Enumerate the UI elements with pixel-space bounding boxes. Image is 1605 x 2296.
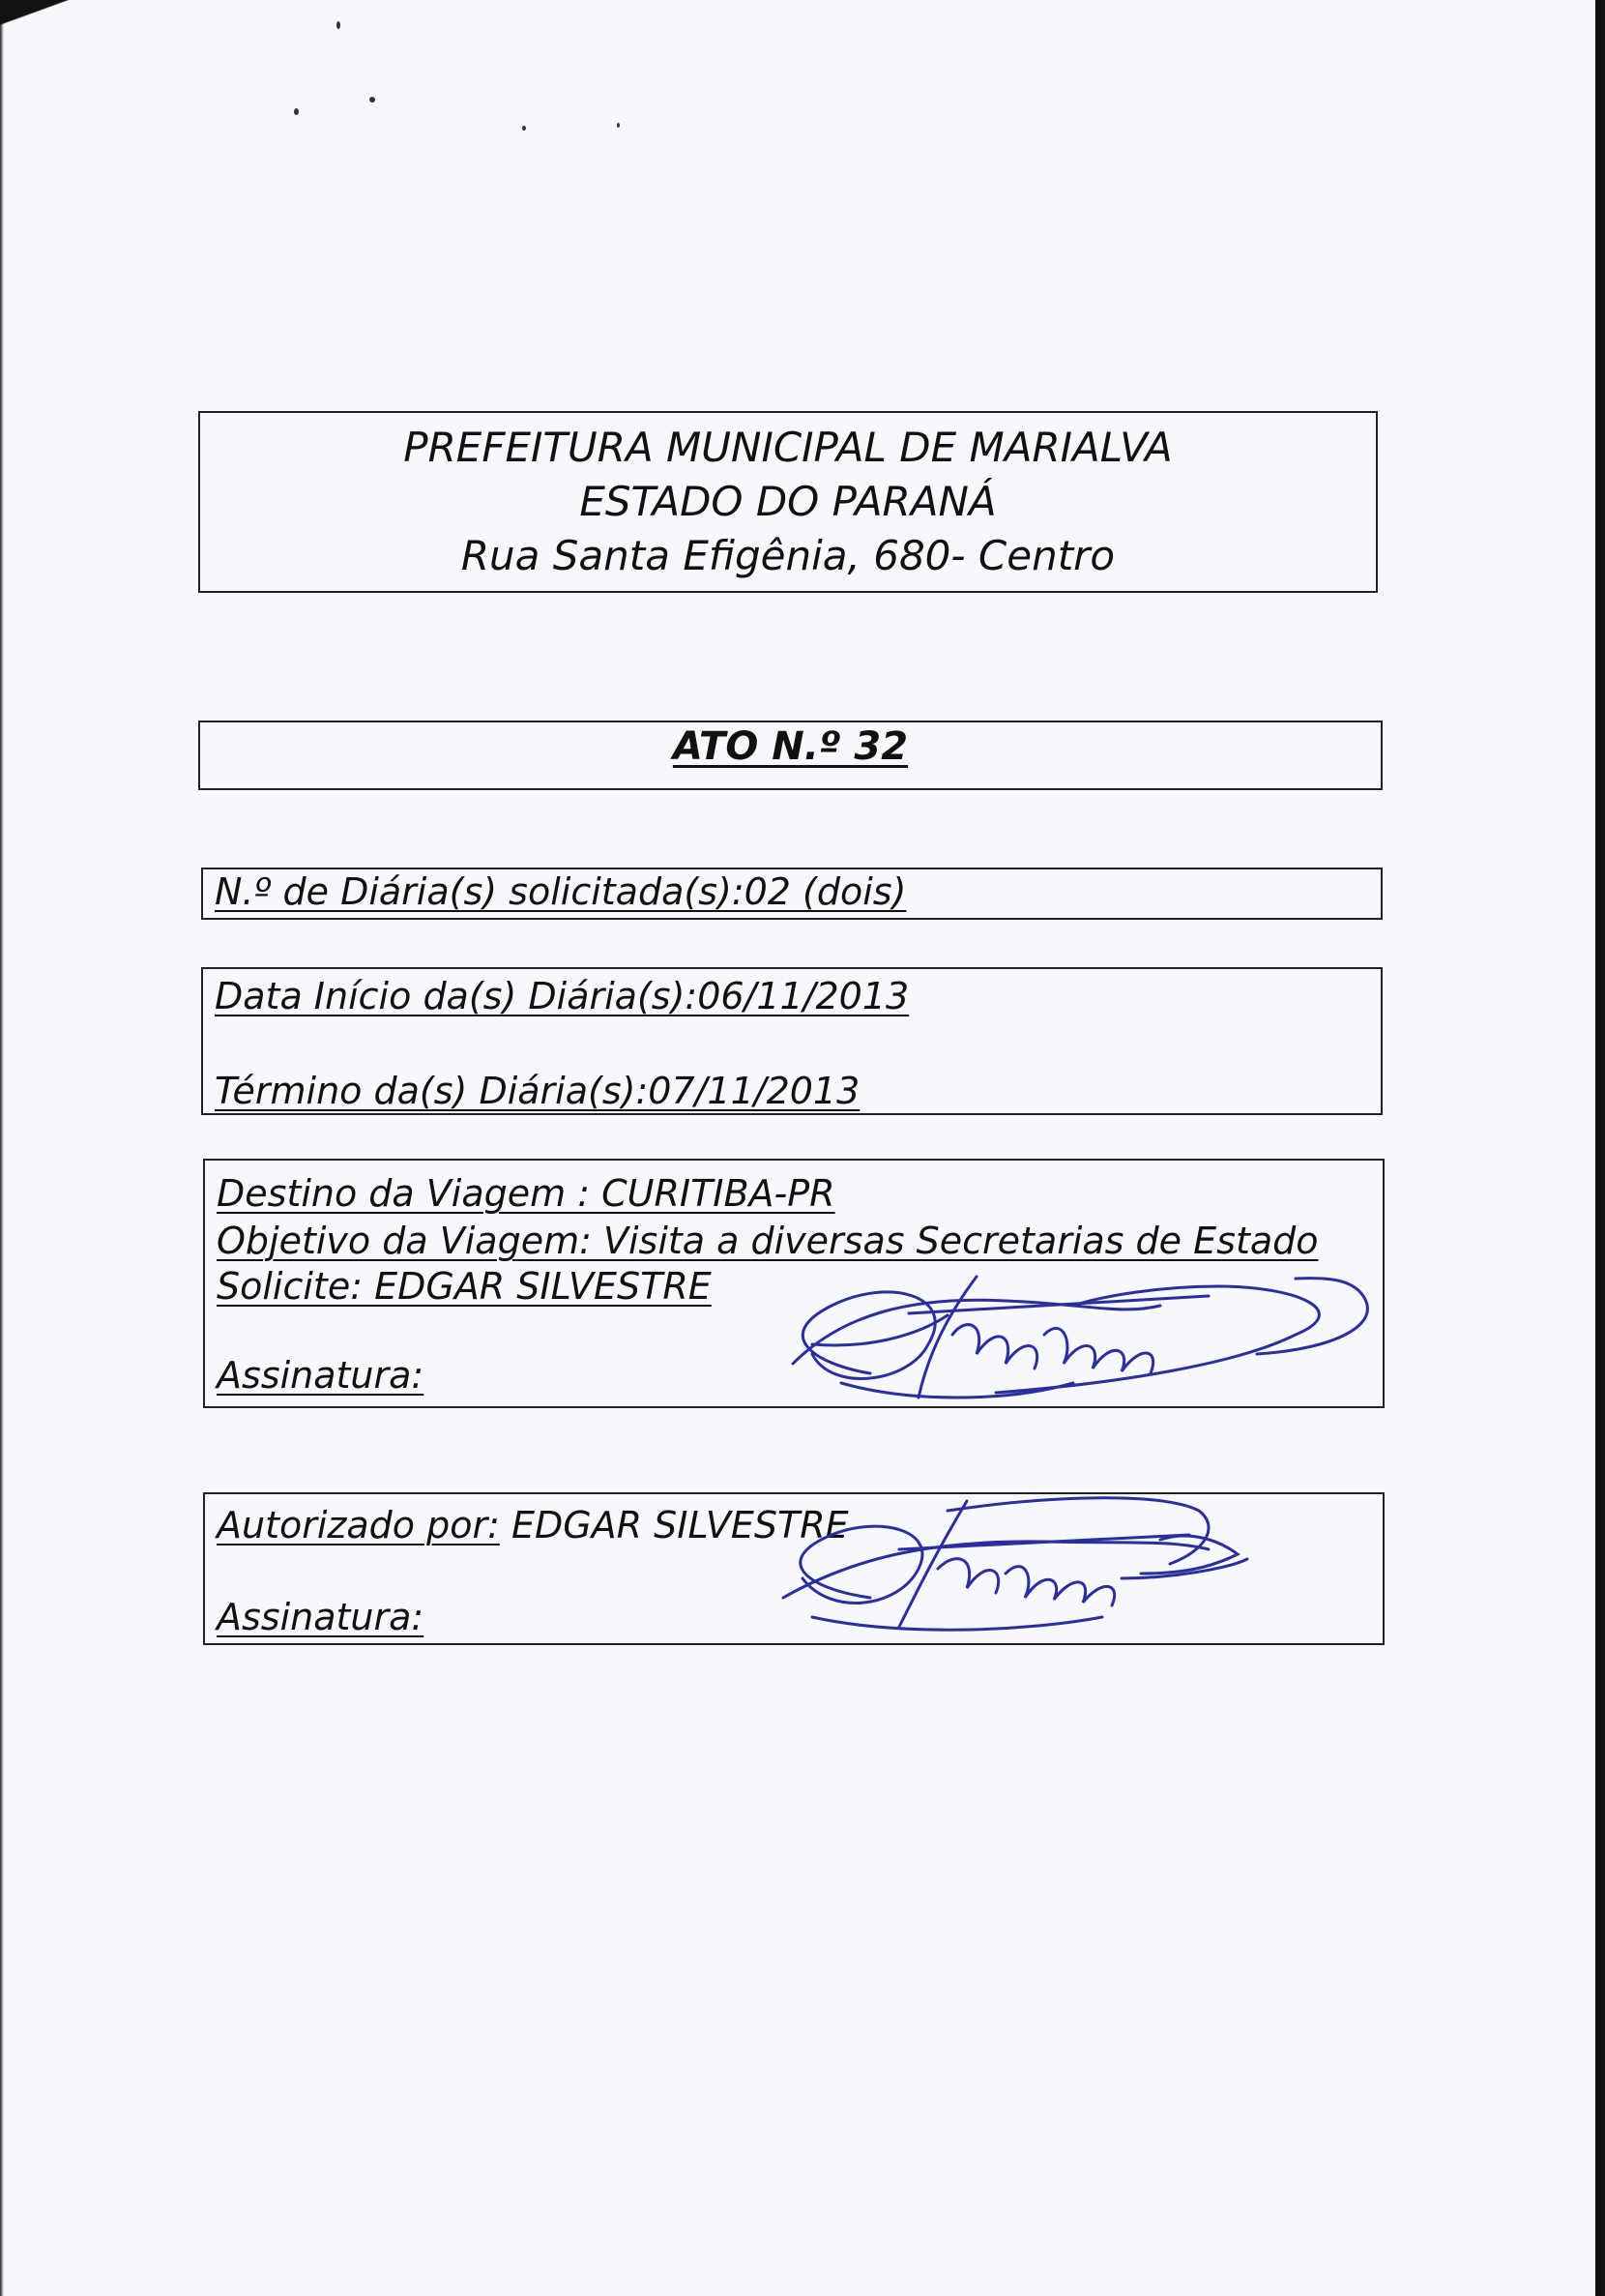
end-date: Término da(s) Diária(s):07/11/2013 <box>215 1070 861 1112</box>
authorized-by-label: Autorizado por: <box>217 1504 500 1546</box>
header-line-1: PREFEITURA MUNICIPAL DE MARIALVA <box>403 424 1173 471</box>
destination: Destino da Viagem : CURITIBA-PR <box>217 1172 835 1215</box>
authorized-by-name: EDGAR SILVESTRE <box>499 1504 849 1546</box>
authorizer-signature-icon <box>754 1482 1257 1646</box>
scan-speck <box>617 123 620 128</box>
header-line-2: ESTADO DO PARANÁ <box>579 478 997 525</box>
scan-right-edge <box>1595 0 1605 2296</box>
scan-left-shadow <box>0 0 4 2296</box>
scan-speck <box>336 21 340 29</box>
trip-objective: Objetivo da Viagem: Visita a diversas Secretarias de Estado <box>217 1220 1319 1262</box>
scan-speck <box>522 126 526 131</box>
header-line-3: Rua Santa Efigênia, 680- Centro <box>460 532 1116 579</box>
start-date: Data Início da(s) Diária(s):06/11/2013 <box>215 975 910 1017</box>
requester: Solicite: EDGAR SILVESTRE <box>217 1265 712 1308</box>
authorizer-signature-label: Assinatura: <box>217 1596 424 1638</box>
header-box <box>198 411 1378 593</box>
diarias-requested: N.º de Diária(s) solicitada(s):02 (dois) <box>215 870 907 913</box>
ato-box <box>198 721 1383 790</box>
scan-speck <box>294 108 299 115</box>
requester-signature-icon <box>754 1257 1392 1422</box>
scan-corner-shadow <box>0 0 184 68</box>
requester-signature-label: Assinatura: <box>217 1354 424 1397</box>
scan-speck <box>369 97 375 103</box>
ato-title: ATO N.º 32 <box>672 724 909 769</box>
dates-box <box>201 967 1383 1115</box>
diarias-box <box>201 868 1383 920</box>
